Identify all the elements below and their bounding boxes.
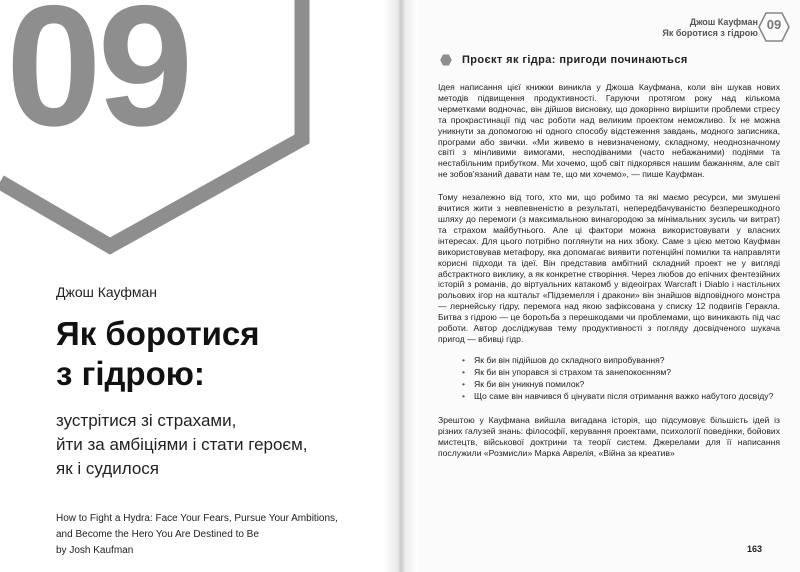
running-head-author: Джош Кауфман (689, 17, 758, 27)
questions-list (438, 355, 780, 402)
list-item: • Що саме він навчився б цінувати після отримання важко набутого досвіду? (462, 391, 780, 402)
running-head-chapter-number: 09 (766, 17, 782, 32)
book-title: Як боротися з гідрою: (56, 315, 260, 392)
body-text (438, 82, 780, 471)
list-item: • Як би він підійшов до складного випробування? (462, 355, 780, 366)
hexagon-frame-icon (0, 0, 400, 260)
section-bullet-hexagon-icon (440, 54, 452, 66)
list-item: • Як би він уникнув помилок? (462, 379, 780, 390)
page-number: 163 (746, 544, 762, 554)
running-head-title: Як боротися з гідрою (662, 28, 758, 38)
list-item: • Як би він упорався зі страхом та занепокоєнням? (462, 367, 780, 378)
section-header (440, 54, 770, 66)
paragraph-2: Тому незалежно від того, хто ми, що робимо та які маємо ресурси, ми змушені вчитися жити з невпевненістю в результаті, непередбачуваністю безперешкодного шляху до перемоги (з максимальною винагородою за мінімальних зусиль чи витрат) та страхом майбутнього. Але ці фактори можна використовувати у власних інтересах. Для цього потрібно поглянути на них збоку. Саме з цією метою Кауфман використовував метафору, яка допомагає виявити потенційні помилки та направляти корисні підходи та ідеї. Він представив амбітний складний проект не у вигляді абстрактного виклику, а як конкретне створіння. Через любов до епічних фентезійних історій з романів, до віртуальних катакомб у відеоіграх Warcraft і Diablo і настільних рольових ігор на кштальт «Підземелля і дракони» він знайшов відповідного монстра — лернейську гідру, перемога над якою зафіксована у списку 12 подвигів Геракла. Битва з гідрою — це боротьба з перешкодами чи проблемами, що виникають під час роботи. Автор досліджував тему продуктивності з погляду досвідченого шукача пригод — вбивці гідр. (438, 192, 780, 344)
book-spine-shadow (384, 0, 418, 572)
original-title: How to Fight a Hydra: Face Your Fears, Pursue Your Ambitions, and Become the Hero You Are Destined to Be by Josh Kaufman (56, 513, 338, 556)
right-page (418, 0, 800, 572)
book-subtitle: зустрітися зі страхами, йти за амбіціями і стати героєм, як і судилося (56, 411, 308, 478)
paragraph-1: Ідея написання цієї книжки виникла у Джоша Кауфмана, коли він шукав нових методів підвищення продуктивності. Гаруючи протягом року над кількома черметками водночас, він дійшов висновку, що докорінно вирішити проблеми стресу та прокрастинації під час роботи над великим проектом неможливо. Їх не можна уникнути за допомогою ні одного способу відстеження завдань, модного записника, програми або звички. «Ми живемо в невизначеному, складному, неоднозначному світі з мінливими вимогами, несподіваними (часто небажаними) подіями та нестабільним прибутком. Ми хочемо, щоб світ підкорявся нашим бажанням, але світ не зобов'язаний давати нам те, що ми хочемо», — пише Кауфман. (438, 82, 780, 180)
paragraph-3: Зрештою у Кауфмана вийшла вигадана історія, що підсумовує більшість ідей із різних галузей знань: філософії, керування проектами, психології поведінки, бойових мистецтв, військової доктрини та теорії систем. Джерелами для її написання послужили «Розмисли» Марка Аврелія, «Війна за креатив» (438, 415, 780, 459)
chapter-number: 09 (6, 0, 190, 162)
author-name: Джош Кауфман (56, 284, 158, 300)
running-head (662, 17, 758, 39)
section-title: Проєкт як гідра: пригоди починаються (462, 54, 688, 66)
